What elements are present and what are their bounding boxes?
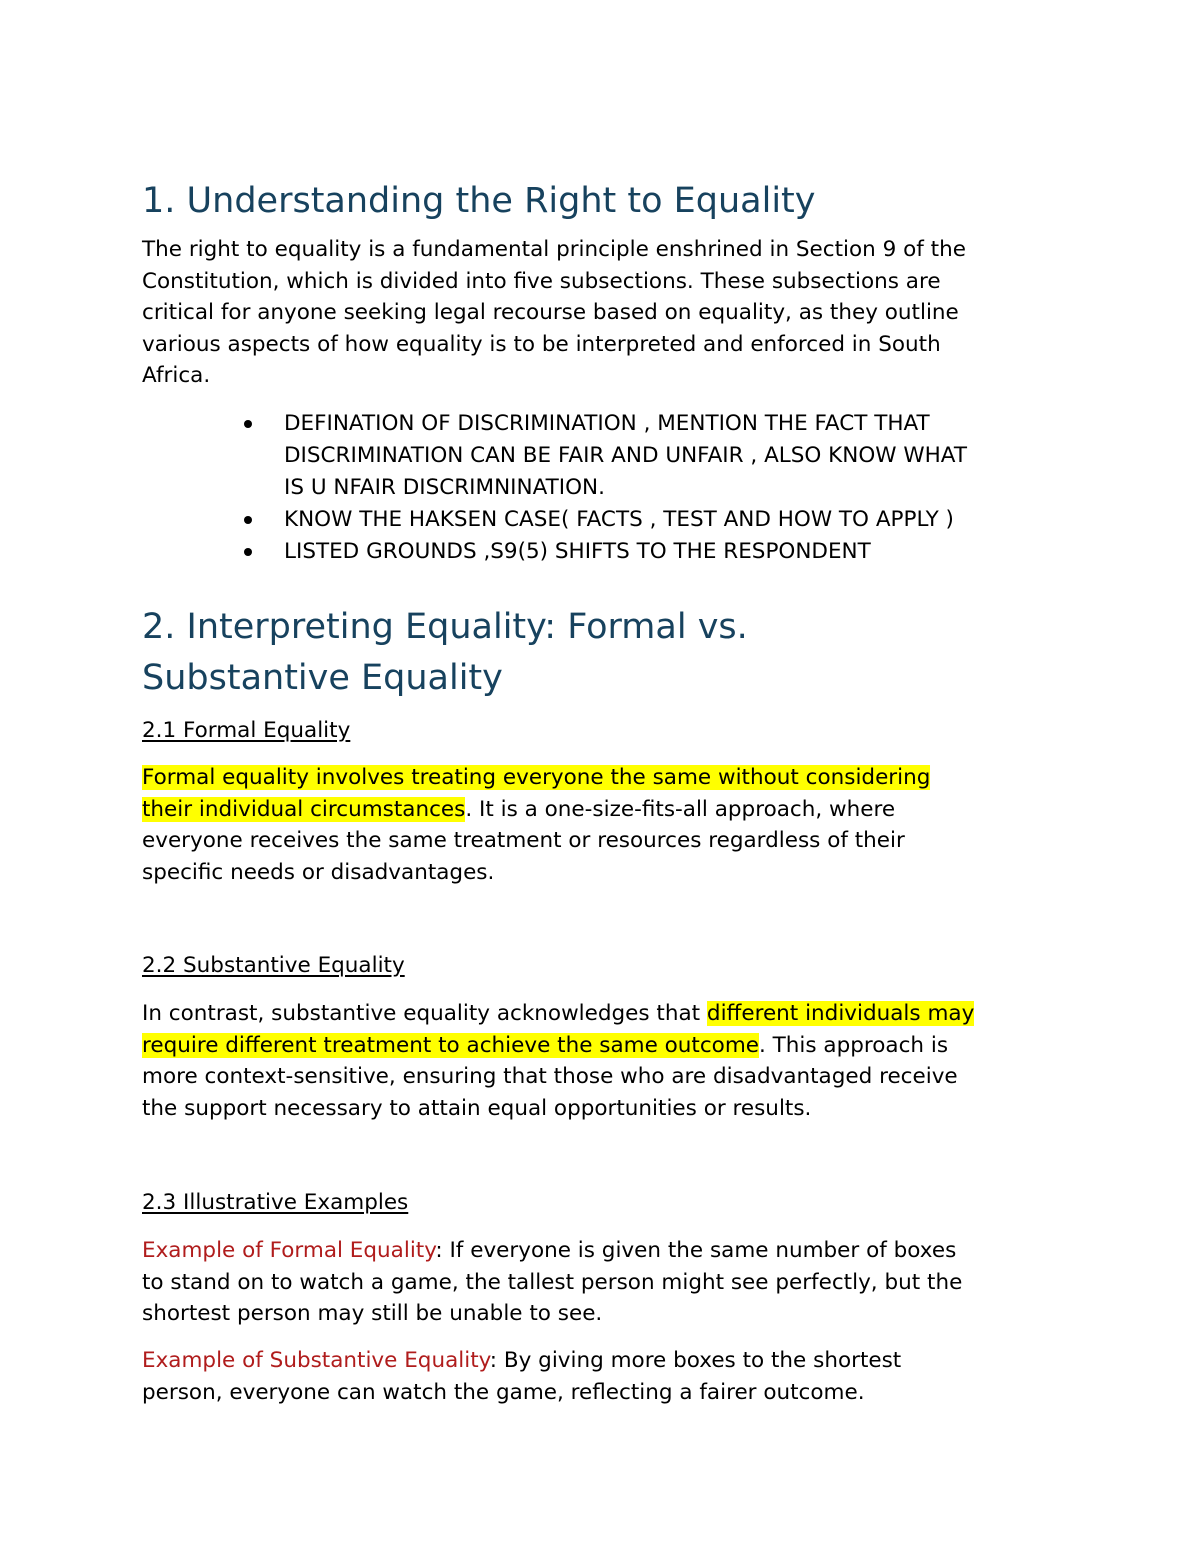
highlighted-text: different individuals may <box>706 1001 975 1026</box>
section-1-heading: 1. Understanding the Right to Equality <box>142 181 816 221</box>
example-label: Example of Formal Equality <box>142 1238 436 1263</box>
bullet-item: KNOW THE HAKSEN CASE( FACTS , TEST AND HOW TO APPLY ) <box>242 504 967 536</box>
substantive-equality-paragraph: In contrast, substantive equality acknowledges that different individuals may require different treatment to achieve the same outcome. This approach is more context-sensitive, ensuring that those who are disadvantaged receive the support necessary to attain equal opportunities or results. <box>142 1001 975 1121</box>
highlighted-text: their individual circumstances <box>142 796 466 822</box>
formal-equality-paragraph: Formal equality involves treating everyone the same without considering their individual circumstances. It is a one-size-fits-all approach, where everyone receives the same treatment or resources regardless of their specific needs or disadvantages. <box>142 765 931 885</box>
example-label: Example of Substantive Equality <box>142 1348 490 1373</box>
bullet-dot-icon <box>244 420 252 428</box>
subsection-formal-equality-title: 2.1 Formal Equality <box>142 718 351 743</box>
subsection-illustrative-examples-title: 2.3 Illustrative Examples <box>142 1190 409 1215</box>
bullet-dot-icon <box>244 516 252 524</box>
highlighted-text: require different treatment to achieve the same outcome <box>142 1032 759 1058</box>
subsection-substantive-equality-title: 2.2 Substantive Equality <box>142 953 405 978</box>
section-1-bullet-list <box>242 408 967 568</box>
bullet-dot-icon <box>244 548 252 556</box>
substantive-example-paragraph: Example of Substantive Equality: By giving more boxes to the shortest person, everyone can watch the game, reflecting a fairer outcome. <box>142 1348 902 1405</box>
bullet-item: DEFINATION OF DISCRIMINATION , MENTION THE FACT THAT DISCRIMINATION CAN BE FAIR AND UNFAIR , ALSO KNOW WHAT IS U NFAIR DISCRIMNINATION. <box>242 408 967 504</box>
highlighted-text: Formal equality involves treating everyone the same without considering <box>142 765 931 790</box>
section-1-paragraph: The right to equality is a fundamental principle enshrined in Section 9 of the Constitution, which is divided into five subsections. These subsections are critical for anyone seeking legal recourse based on equality, as they outline various aspects of how equality is to be interpreted and enforced in South Africa. <box>142 237 966 389</box>
section-2-heading-line-1: 2. Interpreting Equality: Formal vs. <box>142 607 748 647</box>
formal-example-paragraph: Example of Formal Equality: If everyone is given the same number of boxes to stand on to watch a game, the tallest person might see perfectly, but the shortest person may still be unable to see. <box>142 1238 963 1327</box>
bullet-item: LISTED GROUNDS ,S9(5) SHIFTS TO THE RESPONDENT <box>242 536 967 568</box>
section-2-heading-line-2: Substantive Equality <box>142 658 503 698</box>
